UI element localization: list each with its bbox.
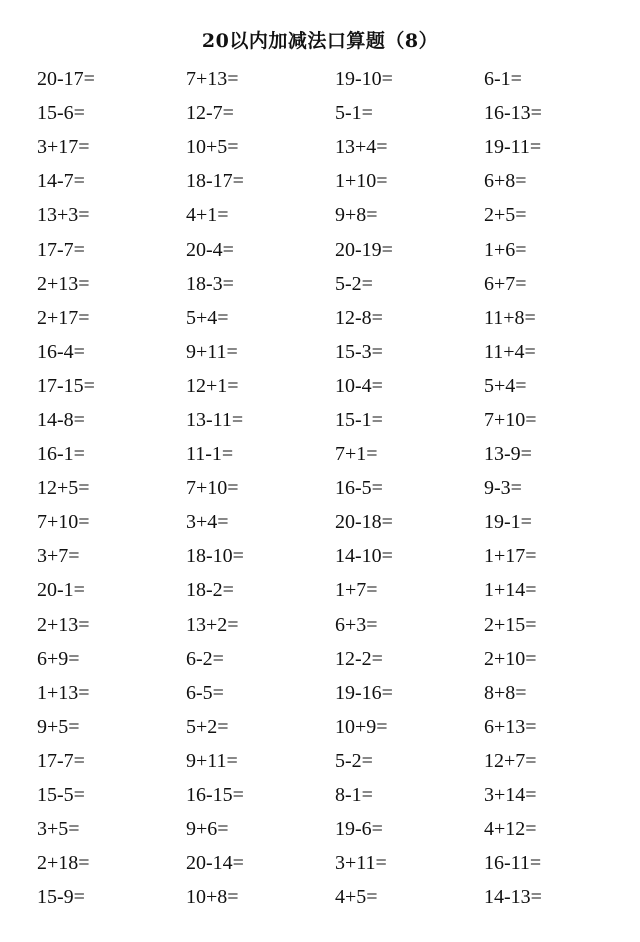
problem-item: 3+14= (484, 784, 537, 807)
problem-row (37, 62, 637, 96)
problem-item: 12+7= (484, 749, 537, 772)
problem-item: 8-1= (335, 784, 373, 807)
problem-item: 20-18= (335, 511, 393, 534)
problem-item: 5-2= (335, 749, 373, 772)
problem-item: 4+1= (186, 204, 229, 227)
problem-row (37, 471, 637, 505)
problem-row (37, 130, 637, 164)
problem-item: 1+13= (37, 681, 90, 704)
problem-item: 16-11= (484, 852, 542, 875)
worksheet-title: 20以内加减法口算题（8） (201, 30, 439, 52)
problem-item: 20-19= (335, 238, 393, 261)
problem-item: 12-8= (335, 306, 383, 329)
problem-item: 3+7= (37, 545, 80, 568)
problem-item: 1+14= (484, 579, 537, 602)
problem-item: 5-1= (335, 102, 373, 125)
problem-item: 7+10= (484, 408, 537, 431)
problem-item: 9-3= (484, 477, 522, 500)
problem-item: 10-4= (335, 374, 383, 397)
problem-item: 5+2= (186, 715, 229, 738)
problem-item: 15-6= (37, 102, 85, 125)
problem-item: 2+13= (37, 272, 90, 295)
problem-item: 6-1= (484, 68, 522, 91)
problem-row (37, 812, 637, 846)
problem-row (37, 846, 637, 880)
problem-item: 9+11= (186, 749, 238, 772)
problem-item: 18-17= (186, 170, 244, 193)
problem-item: 18-3= (186, 272, 234, 295)
problem-item: 20-14= (186, 852, 244, 875)
problem-row (37, 96, 637, 130)
problem-item: 9+5= (37, 715, 80, 738)
problem-item: 11+8= (484, 306, 536, 329)
problem-item: 13+2= (186, 613, 239, 636)
problem-item: 4+12= (484, 818, 537, 841)
problem-row (37, 778, 637, 812)
problem-item: 2+18= (37, 852, 90, 875)
problem-row (37, 301, 637, 335)
problem-row (37, 676, 637, 710)
problem-row (37, 403, 637, 437)
problem-item: 15-1= (335, 408, 383, 431)
problem-row (37, 642, 637, 676)
problem-row (37, 198, 637, 232)
problem-item: 6-5= (186, 681, 224, 704)
problem-item: 9+8= (335, 204, 378, 227)
problem-item: 17-7= (37, 238, 85, 261)
problem-item: 13+4= (335, 136, 388, 159)
problem-item: 12-2= (335, 647, 383, 670)
problem-item: 8+8= (484, 681, 527, 704)
problem-item: 1+10= (335, 170, 388, 193)
problem-row (37, 369, 637, 403)
problem-item: 14-10= (335, 545, 393, 568)
problem-item: 11+4= (484, 340, 536, 363)
problem-item: 1+6= (484, 238, 527, 261)
problem-item: 14-13= (484, 886, 542, 909)
problem-item: 20-1= (37, 579, 85, 602)
problem-item: 6-2= (186, 647, 224, 670)
problem-item: 19-10= (335, 68, 393, 91)
problem-grid (37, 62, 637, 914)
problem-row (37, 710, 637, 744)
problem-item: 18-2= (186, 579, 234, 602)
problem-item: 6+7= (484, 272, 527, 295)
problem-row (37, 335, 637, 369)
problem-row (37, 505, 637, 539)
problem-item: 2+5= (484, 204, 527, 227)
problem-item: 12+5= (37, 477, 90, 500)
problem-item: 16-1= (37, 443, 85, 466)
problem-row (37, 608, 637, 642)
problem-item: 7+13= (186, 68, 239, 91)
problem-item: 10+9= (335, 715, 388, 738)
problem-item: 7+1= (335, 443, 378, 466)
problem-item: 14-7= (37, 170, 85, 193)
problem-row (37, 232, 637, 266)
problem-item: 19-11= (484, 136, 542, 159)
problem-item: 10+8= (186, 886, 239, 909)
problem-item: 7+10= (186, 477, 239, 500)
problem-item: 5+4= (186, 306, 229, 329)
problem-item: 19-6= (335, 818, 383, 841)
problem-item: 6+3= (335, 613, 378, 636)
problem-item: 6+13= (484, 715, 537, 738)
problem-row (37, 573, 637, 607)
problem-item: 14-8= (37, 408, 85, 431)
problem-item: 15-5= (37, 784, 85, 807)
problem-item: 2+10= (484, 647, 537, 670)
problem-item: 12-7= (186, 102, 234, 125)
problem-item: 17-7= (37, 749, 85, 772)
problem-item: 19-16= (335, 681, 393, 704)
problem-item: 20-17= (37, 68, 95, 91)
problem-row (37, 267, 637, 301)
problem-item: 1+17= (484, 545, 537, 568)
problem-row (37, 880, 637, 914)
problem-row (37, 164, 637, 198)
problem-item: 2+15= (484, 613, 537, 636)
problem-item: 16-13= (484, 102, 542, 125)
problem-item: 19-1= (484, 511, 532, 534)
problem-item: 2+13= (37, 613, 90, 636)
problem-row (37, 744, 637, 778)
problem-item: 12+1= (186, 374, 239, 397)
problem-item: 10+5= (186, 136, 239, 159)
problem-item: 6+8= (484, 170, 527, 193)
problem-row (37, 437, 637, 471)
problem-item: 9+11= (186, 340, 238, 363)
problem-item: 4+5= (335, 886, 378, 909)
problem-item: 2+17= (37, 306, 90, 329)
problem-item: 9+6= (186, 818, 229, 841)
problem-item: 17-15= (37, 374, 95, 397)
problem-item: 3+11= (335, 852, 387, 875)
problem-item: 16-15= (186, 784, 244, 807)
problem-item: 20-4= (186, 238, 234, 261)
problem-item: 15-3= (335, 340, 383, 363)
problem-item: 18-10= (186, 545, 244, 568)
problem-item: 5-2= (335, 272, 373, 295)
problem-row (37, 539, 637, 573)
problem-item: 15-9= (37, 886, 85, 909)
problem-item: 16-5= (335, 477, 383, 500)
problem-item: 13-9= (484, 443, 532, 466)
problem-item: 3+5= (37, 818, 80, 841)
problem-item: 16-4= (37, 340, 85, 363)
problem-item: 3+17= (37, 136, 90, 159)
problem-item: 3+4= (186, 511, 229, 534)
problem-item: 6+9= (37, 647, 80, 670)
problem-item: 13+3= (37, 204, 90, 227)
problem-item: 7+10= (37, 511, 90, 534)
problem-item: 11-1= (186, 443, 234, 466)
problem-item: 13-11= (186, 408, 244, 431)
problem-item: 5+4= (484, 374, 527, 397)
problem-item: 1+7= (335, 579, 378, 602)
